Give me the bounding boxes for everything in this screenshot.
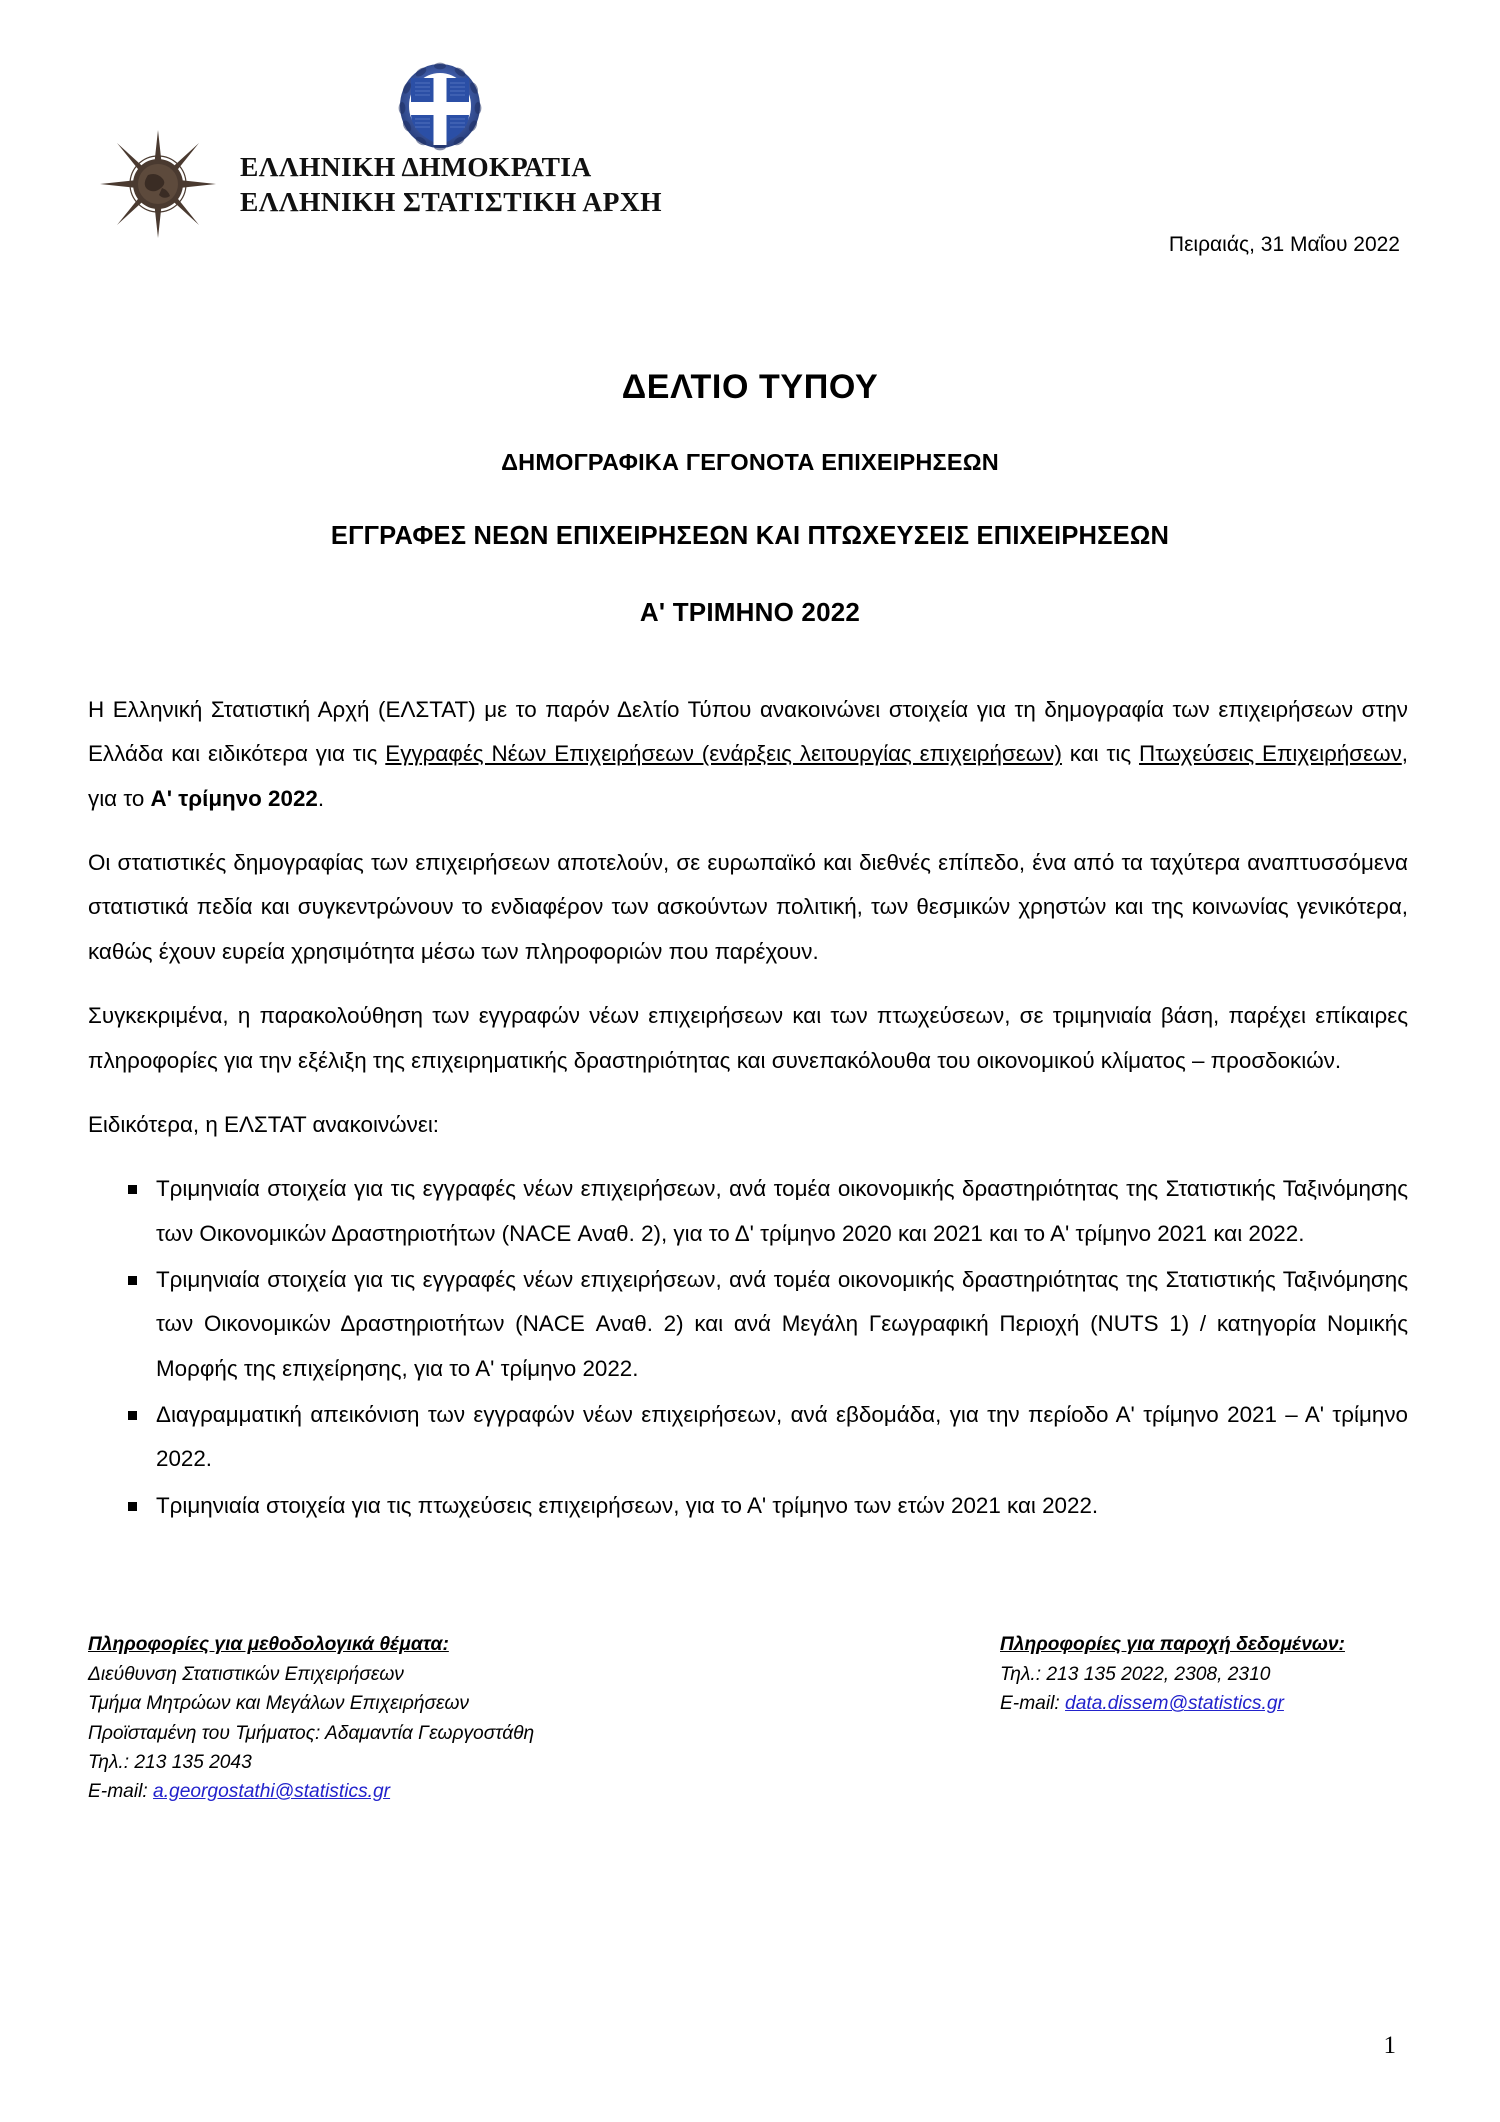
title-block [100, 368, 1400, 628]
organization-line-1: ΕΛΛΗΝΙΚΗ ΔΗΜΟΚΡΑΤΙΑ [240, 151, 592, 182]
intro-text-end: . [317, 785, 325, 811]
contact-data-heading: Πληροφορίες για παροχή δεδομένων: [1000, 1634, 1345, 1655]
subtitle-period: Α' ΤΡΙΜΗΝΟ 2022 [639, 597, 861, 627]
link-business-bankruptcies[interactable]: Πτωχεύσεις Επιχειρήσεων [1139, 741, 1402, 767]
page-title: ΔΕΛΤΙΟ ΤΥΠΟΥ [621, 368, 879, 406]
subtitle-scope: ΕΓΓΡΑΦΕΣ ΝΕΩΝ ΕΠΙΧΕΙΡΗΣΕΩΝ ΚΑΙ ΠΤΩΧΕΥΣΕΙΣ ΕΠΙΧΕΙΡΗΣΕΩΝ [330, 522, 1170, 550]
dateline: Πειραιάς, 31 Μαΐου 2022 [1168, 233, 1400, 256]
contact-methodology-head: Προϊσταμένη του Τμήματος: Αδαμαντία Γεωργοστάθη [88, 1722, 535, 1744]
list-item: Διαγραμματική απεικόνιση των εγγραφών νέων επιχειρήσεων, ανά εβδομάδα, για την περίοδο Α' τρίμηνο 2021 – Α' τρίμηνο 2022. [88, 1393, 1408, 1482]
intro-period-bold: Α' τρίμηνο 2022 [150, 785, 318, 811]
contact-methodology-phone: Τηλ.: 213 135 2043 [88, 1751, 252, 1773]
contact-methodology [88, 1630, 728, 1806]
body-content [88, 688, 1408, 1530]
list-item: Τριμηνιαία στοιχεία για τις εγγραφές νέων επιχειρήσεων, ανά τομέα οικονομικής δραστηριότητας της Στατιστικής Ταξινόμησης των Οικονομικών Δραστηριοτήτων (NACE Αναθ. 2), για το Δ' τρίμηνο 2020 και 2021 και το Α' τρίμηνο 2021 και 2022. [88, 1167, 1408, 1256]
intro-text-lead: Η Ελληνική Στατιστική Αρχή (ΕΛΣΤΑΤ) με το παρόν Δελτίο Τύπου ανακοινώνει στοιχεία για τη δημογραφία των επιχειρήσεων στην Ελλάδα και ειδικότερα για τις [88, 697, 1408, 767]
masthead [100, 62, 740, 222]
contact-data-phone: Τηλ.: 213 135 2022, 2308, 2310 [1000, 1664, 1271, 1686]
page-number: 1 [1383, 2032, 1396, 2059]
contact-methodology-department: Τμήμα Μητρώων και Μεγάλων Επιχειρήσεων [88, 1693, 470, 1715]
email-label: E-mail: [88, 1780, 154, 1802]
contact-data-email-link[interactable]: data.dissem@statistics.gr [1065, 1693, 1284, 1715]
contact-methodology-directorate: Διεύθυνση Στατιστικών Επιχειρήσεων [88, 1664, 404, 1686]
list-item: Τριμηνιαία στοιχεία για τις πτωχεύσεις επιχειρήσεων, για το Α' τρίμηνο των ετών 2021 και 2022. [88, 1484, 1408, 1528]
elstat-compass-logo-icon [100, 130, 216, 238]
organization-line-2: ΕΛΛΗΝΙΚΗ ΣΤΑΤΙΣΤΙΚΗ ΑΡΧΗ [240, 185, 662, 217]
paragraph-context: Οι στατιστικές δημογραφίας των επιχειρήσεων αποτελούν, σε ευρωπαϊκό και διεθνές επίπεδο, ένα από τα ταχύτερα αναπτυσσόμενα στατιστικά πεδία και συγκεντρώνουν το ενδιαφέρον των ασκούντων πολιτική, των θεσμικών χρηστών και της κοινωνίας γενικότερα, καθώς έχουν ευρεία χρησιμότητα μέσω των πληροφοριών που παρέχουν. [88, 850, 1408, 964]
contact-methodology-email-row [88, 1777, 728, 1806]
subtitle-topic: ΔΗΜΟΓΡΑΦΙΚΑ ΓΕΓΟΝΟΤΑ ΕΠΙΧΕΙΡΗΣΕΩΝ [501, 449, 999, 475]
intro-text-tail: , για το [88, 741, 1409, 811]
paragraph-intro [88, 688, 1408, 821]
contact-data-dissemination [1000, 1630, 1420, 1719]
contact-methodology-heading: Πληροφορίες για μεθοδολογικά θέματα: [88, 1634, 449, 1655]
email-label: E-mail: [1000, 1693, 1066, 1715]
intro-text-mid: και τις [1061, 741, 1140, 767]
greek-coat-of-arms-icon [397, 62, 483, 154]
paragraph-purpose: Συγκεκριμένα, η παρακολούθηση των εγγραφών νέων επιχειρήσεων και των πτωχεύσεων, σε τριμηνιαία βάση, παρέχει επίκαιρες πληροφορίες για την εξέλιξη της επιχειρηματικής δραστηριότητας και συνεπακόλουθα του οικονομικού κλίματος – προσδοκιών. [88, 1003, 1408, 1073]
contact-data-email-row [1000, 1689, 1420, 1718]
link-new-business-registrations[interactable]: Εγγραφές Νέων Επιχειρήσεων (ενάρξεις λειτουργίας επιχειρήσεων) [385, 741, 1062, 767]
organization-name [240, 150, 740, 219]
list-item: Τριμηνιαία στοιχεία για τις εγγραφές νέων επιχειρήσεων, ανά τομέα οικονομικής δραστηριότητας της Στατιστικής Ταξινόμησης των Οικονομικών Δραστηριοτήτων (NACE Αναθ. 2) και ανά Μεγάλη Γεωγραφική Περιοχή (NUTS 1) / κατηγορία Νομικής Μορφής της επιχείρησης, για το Α' τρίμηνο 2022. [88, 1258, 1408, 1391]
paragraph-announcement-lead: Ειδικότερα, η ΕΛΣΤΑΤ ανακοινώνει: [88, 1111, 440, 1137]
contact-methodology-email-link[interactable]: a.georgostathi@statistics.gr [153, 1780, 391, 1802]
announcement-list [88, 1167, 1408, 1528]
